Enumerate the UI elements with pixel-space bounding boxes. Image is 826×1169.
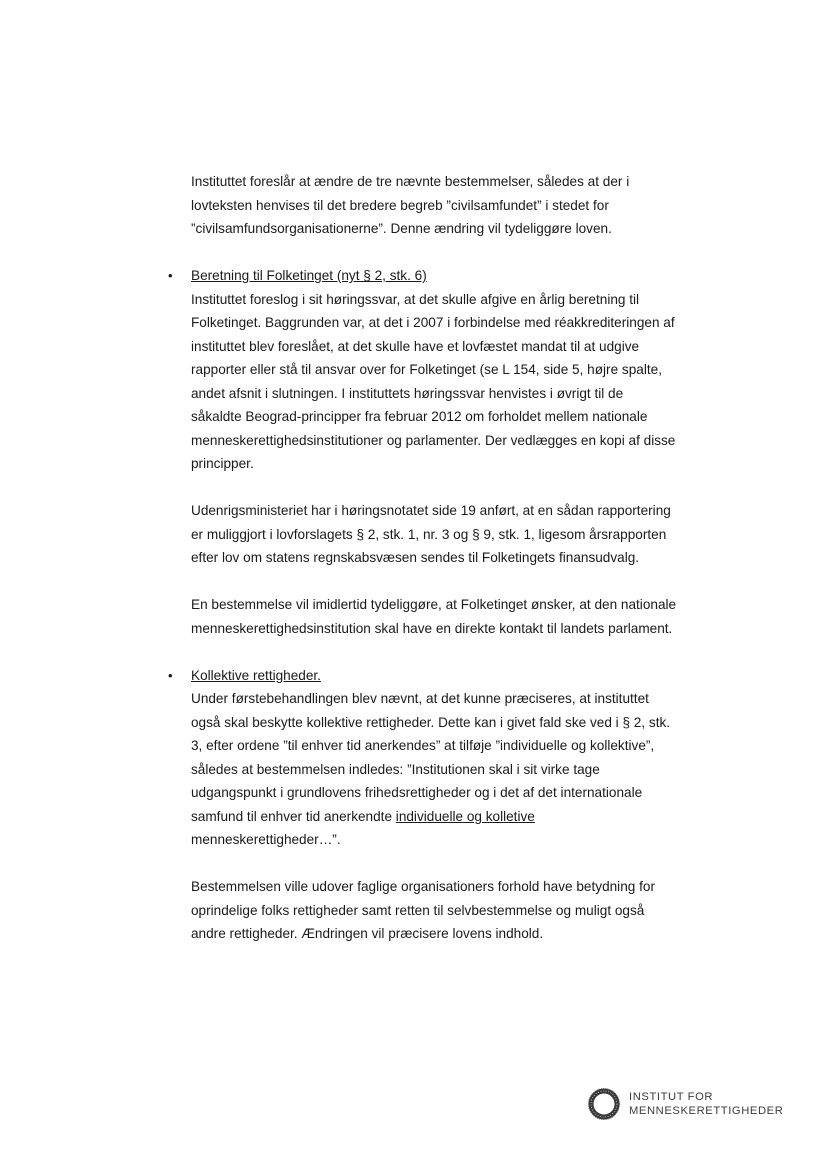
text-line: Bestemmelsen ville udover faglige organisationers forhold have betydning for <box>191 879 655 894</box>
text-fragment: samfund til enhver tid anerkendte <box>191 808 396 824</box>
ring-logo-icon <box>586 1086 622 1122</box>
section-kollektive-rettigheder <box>168 664 711 852</box>
text-line <box>191 805 711 829</box>
text-line: instituttet blev foreslået, at det skulle have et lovfæstet mandat til at udgive <box>191 338 640 354</box>
text-line: menneskerettighedsinstitutioner og parlamenter. Der vedlægges en kopi af disse <box>191 432 676 448</box>
text-line: lovteksten henvises til det bredere begreb ”civilsamfundet” i stedet for <box>191 197 609 213</box>
text-line: menneskerettighedsinstitution skal have en direkte kontakt til landets parlament. <box>191 620 673 636</box>
section-heading: Kollektive rettigheder. <box>191 667 321 683</box>
text-line: principper. <box>191 456 254 471</box>
text-line: Udenrigsministeriet har i høringsnotatet side 19 anført, at en sådan rapportering <box>191 503 671 518</box>
text-line: andet afsnit i slutningen. I instituttets høringssvar henvistes i øvrigt til de <box>191 385 624 401</box>
section-heading: Beretning til Folketinget (nyt § 2, stk. 6) <box>191 268 427 283</box>
bullet-icon: • <box>168 268 173 283</box>
text-line: er muliggjort i lovforslagets § 2, stk. 1, nr. 3 og § 9, stk. 1, ligesom årsrapporten <box>191 526 667 542</box>
bullet-icon: • <box>168 667 173 683</box>
text-line: også skal beskytte kollektive rettigheder. Dette kan i givet fald ske ved i § 2, stk. <box>191 714 671 730</box>
text-line: Instituttet foreslog i sit høringssvar, at det skulle afgive en årlig beretning til <box>191 291 640 307</box>
text-line: oprindelige folks rettigheder samt retten til selvbestemmelse og muligt også <box>191 902 645 918</box>
text-line: menneskerettigheder…”. <box>191 832 341 847</box>
text-line: 3, efter ordene ”til enhver tid anerkendes” at tilføje ”individuelle og kollektive”, <box>191 738 655 753</box>
text-line: udgangspunkt i grundlovens frihedsrettigheder og i det af det internationale <box>191 785 643 800</box>
logo-line-1: INSTITUT FOR <box>629 1091 714 1103</box>
text-line: efter lov om statens regnskabsvæsen sendes til Folketingets finansudvalg. <box>191 550 640 565</box>
text-line: Instituttet foreslår at ændre de tre nævnte bestemmelser, således at der i <box>191 174 630 189</box>
text-line: andre rettigheder. Ændringen vil præcisere lovens indhold. <box>191 926 544 941</box>
intro-paragraph <box>191 170 711 241</box>
logo-line-2: MENNESKERETTIGHEDER <box>629 1105 784 1117</box>
text-line: således at bestemmelsen indledes: ”Institutionen skal i sit virke tage <box>191 761 600 777</box>
institute-logo <box>586 1086 783 1122</box>
udenrigsministeriet-paragraph <box>191 499 711 570</box>
logo-text <box>629 1090 783 1118</box>
text-line: Under førstebehandlingen blev nævnt, at det kunne præciseres, at instituttet <box>191 691 649 706</box>
section-beretning <box>168 264 711 476</box>
text-line: En bestemmelse vil imidlertid tydeliggøre, at Folketinget ønsker, at den nationale <box>191 597 677 612</box>
text-line: Folketinget. Baggrunden var, at det i 2007 i forbindelse med réakkrediteringen af <box>191 315 675 330</box>
bestemmelse-paragraph <box>191 593 711 640</box>
text-line: såkaldte Beograd-principper fra februar 2012 om forholdet mellem nationale <box>191 409 648 424</box>
underlined-term: individuelle og kolletive <box>395 808 535 824</box>
final-paragraph <box>191 875 711 946</box>
document-body <box>168 170 711 946</box>
text-line: ”civilsamfundsorganisationerne”. Denne ændring vil tydeliggøre loven. <box>191 221 612 236</box>
text-line: rapporter eller stå til ansvar over for Folketinget (se L 154, side 5, højre spalte, <box>191 362 662 377</box>
